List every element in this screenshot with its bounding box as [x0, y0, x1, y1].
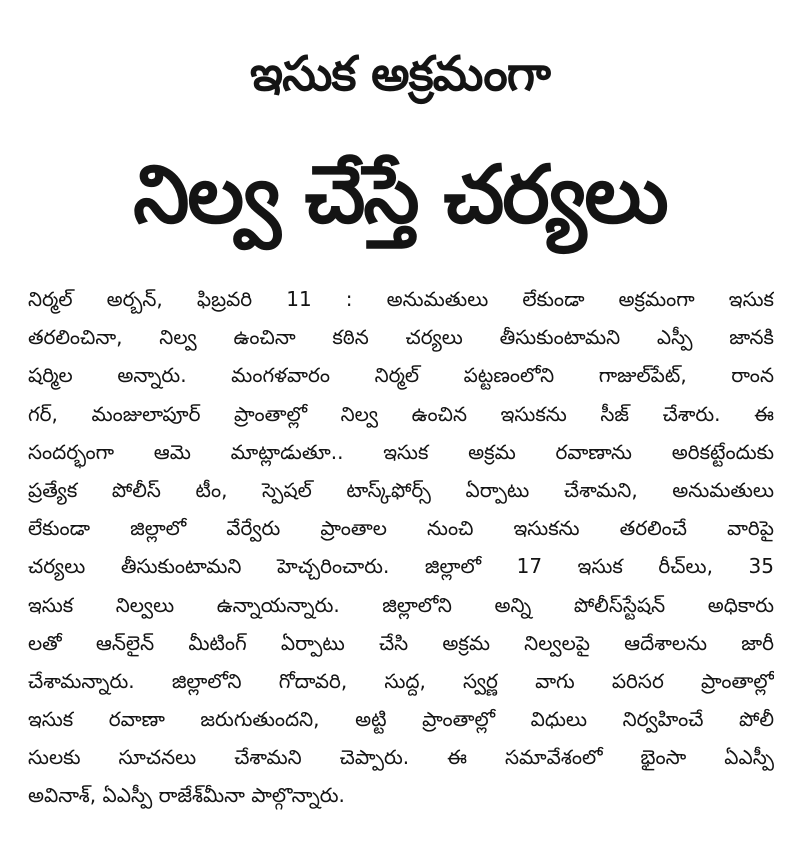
article-line: ఇసుక రవాణా జరుగుతుందని, అట్టి ప్రాంతాల్లో విధులు నిర్వహించే పోలీ	[28, 707, 774, 732]
article-line: ప్రత్యేక పోలీస్ టీం, స్పెషల్ టాస్క్‌ఫోర్స్ ఏర్పాటు చేశామని, అనుమతులు	[28, 477, 774, 502]
article-line: తరలించినా, నిల్వ ఉంచినా కఠిన చర్యలు తీసుకుంటామని ఎస్పీ జానకి	[28, 325, 774, 350]
article-line: నిర్మల్ అర్బన్, ఫిబ్రవరి 11 : అనుమతులు లేకుండా అక్రమంగా ఇసుక	[28, 287, 774, 311]
article-line: చర్యలు తీసుకుంటామని హెచ్చరించారు. జిల్లాలో 17 ఇసుక రీచ్‌లు, 35	[28, 554, 774, 579]
article-body	[28, 280, 774, 815]
article-line: లేకుండా జిల్లాలో వేర్వేరు ప్రాంతాల నుంచి ఇసుకను తరలించే వారిపై	[28, 516, 774, 541]
article-kicker: ఇసుక అక్రమంగా	[250, 46, 550, 102]
article-line: గర్, మంజులాపూర్ ప్రాంతాల్లో నిల్వ ఉంచిన ఇసుకను సీజ్ చేశారు. ఈ	[28, 401, 774, 426]
article-line: సందర్భంగా ఆమె మాట్లాడుతూ.. ఇసుక అక్రమ రవాణాను అరికట్టేందుకు	[28, 439, 774, 464]
article-line: అవినాశ్, ఏఎస్పీ రాజేశ్‌మీనా పాల్గొన్నారు.	[28, 783, 345, 808]
article-line: ఇసుక నిల్వలు ఉన్నాయన్నారు. జిల్లాలోని అన్ని పోలీస్‌స్టేషన్ అధికారు	[28, 592, 774, 617]
article-line: షర్మిల అన్నారు. మంగళవారం నిర్మల్ పట్టణంలోని గాజుల్‌పేట్, రాంన	[28, 363, 774, 388]
article-line: చేశామన్నారు. జిల్లాలోని గోదావరి, సుద్ద, స్వర్ణ వాగు పరిసర ప్రాంతాల్లో	[28, 668, 774, 693]
article-headline: నిల్వ చేస్తే చర్యలు	[133, 148, 667, 241]
article-line: సులకు సూచనలు చేశామని చెప్పారు. ఈ సమావేశంలో భైంసా ఏఎస్పీ	[28, 745, 774, 770]
article-line: లతో ఆన్‌లైన్ మీటింగ్ ఏర్పాటు చేసి అక్రమ నిల్వలపై ఆదేశాలను జారీ	[28, 630, 774, 655]
